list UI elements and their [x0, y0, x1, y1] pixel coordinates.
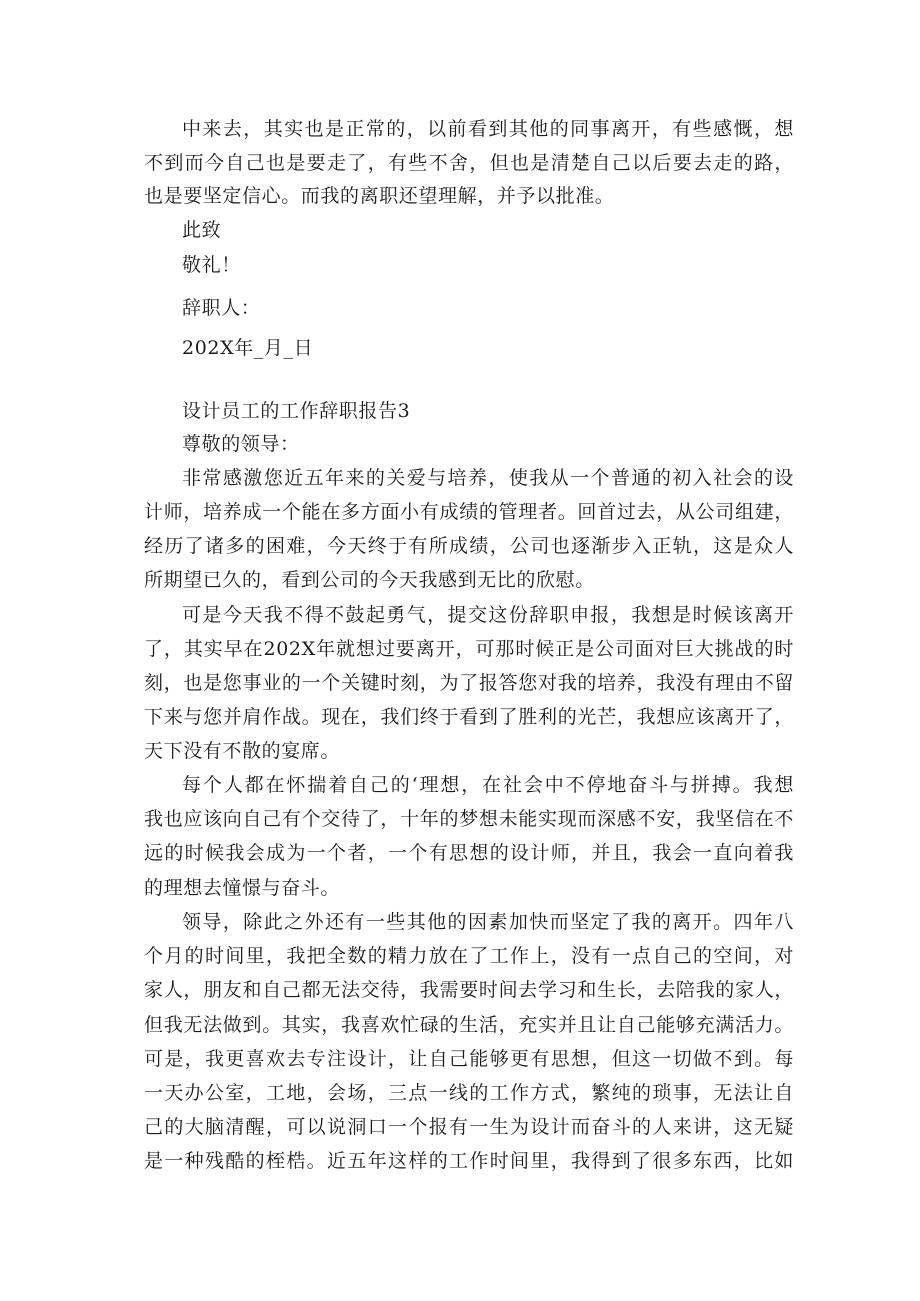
paragraph-1-line-4: 所期望已久的，看到公司的今天我感到无比的欣慰。 — [144, 569, 595, 591]
paragraph-1-line-1: 非常感激您近五年来的关爱与培养，使我从一个普通的初入社会的设 — [182, 467, 794, 489]
paragraph-4-line-6: 一天办公室，工地，会场，三点一线的工作方式，繁纯的琐事，无法让自 — [144, 1082, 794, 1104]
paragraph-1-line-3: 经历了诸多的困难，今天终于有所成绩，公司也逐渐步入正轨，这是众人 — [144, 535, 794, 557]
salutation: 尊敬的领导： — [182, 433, 300, 455]
intro-line-2: 不到而今自己也是要走了，有些不舍，但也是清楚自己以后要去走的路， — [144, 152, 794, 174]
signature-label: 辞职人： — [182, 297, 261, 319]
closing-jingli: 敬礼！ — [182, 254, 241, 276]
paragraph-2-line-1: 可是今天我不得不鼓起勇气，提交这份辞职申报，我想是时候该离开 — [182, 604, 794, 626]
paragraph-2-line-5: 天下没有不散的宴席。 — [144, 740, 341, 762]
paragraph-2-line-4: 下来与您并肩作战。现在，我们终于看到了胜利的光芒，我想应该离开了， — [144, 706, 794, 728]
paragraph-2-line-3: 刻，也是您事业的一个关键时刻，为了报答您对我的培养，我没有理由不留 — [144, 672, 794, 694]
paragraph-4-line-3: 家人，朋友和自己都无法交待，我需要时间去学习和生长，去陪我的家人， — [144, 979, 794, 1001]
paragraph-4-line-8: 是一种残酷的桎梏。近五年这样的工作时间里，我得到了很多东西，比如 — [144, 1150, 794, 1172]
paragraph-4-line-7: 己的大脑清醒，可以说洞口一个报有一生为设计而奋斗的人来讲，这无疑 — [144, 1116, 794, 1138]
paragraph-3-line-1: 每个人都在怀揣着自己的‘理想，在社会中不停地奋斗与拼搏。我想 — [182, 774, 794, 796]
paragraph-4-line-2: 个月的时间里，我把全数的精力放在了工作上，没有一点自己的空间，对 — [144, 945, 794, 967]
paragraph-3-line-2: 我也应该向自己有个交待了，十年的梦想未能实现而深感不安，我坚信在不 — [144, 808, 794, 830]
paragraph-4-line-4: 但我无法做到。其实，我喜欢忙碌的生活，充实并且让自己能够充满活力。 — [144, 1014, 794, 1036]
date-line: 202X年_月_日 — [182, 337, 314, 359]
section-title: 设计员工的工作辞职报告3 — [182, 400, 411, 422]
intro-line-3: 也是要坚定信心。而我的离职还望理解，并予以批准。 — [144, 185, 615, 207]
paragraph-1-line-2: 计师，培养成一个能在多方面小有成绩的管理者。回首过去，从公司组建， — [144, 501, 794, 523]
paragraph-3-line-3: 远的时候我会成为一个者，一个有思想的设计师，并且，我会一直向着我 — [144, 842, 794, 864]
closing-cizhi: 此致 — [182, 219, 222, 241]
paragraph-4-line-1: 领导，除此之外还有一些其他的因素加快而坚定了我的离开。四年八 — [182, 911, 794, 933]
paragraph-3-line-4: 的理想去憧憬与奋斗。 — [144, 877, 341, 899]
intro-line-1: 中来去，其实也是正常的，以前看到其他的同事离开，有些感慨，想 — [182, 118, 794, 140]
paragraph-2-line-2: 了，其实早在202X年就想过要离开，可那时候正是公司面对巨大挑战的时 — [144, 638, 794, 660]
paragraph-4-line-5: 可是，我更喜欢去专注设计，让自己能够更有思想，但这一切做不到。每 — [144, 1048, 794, 1070]
